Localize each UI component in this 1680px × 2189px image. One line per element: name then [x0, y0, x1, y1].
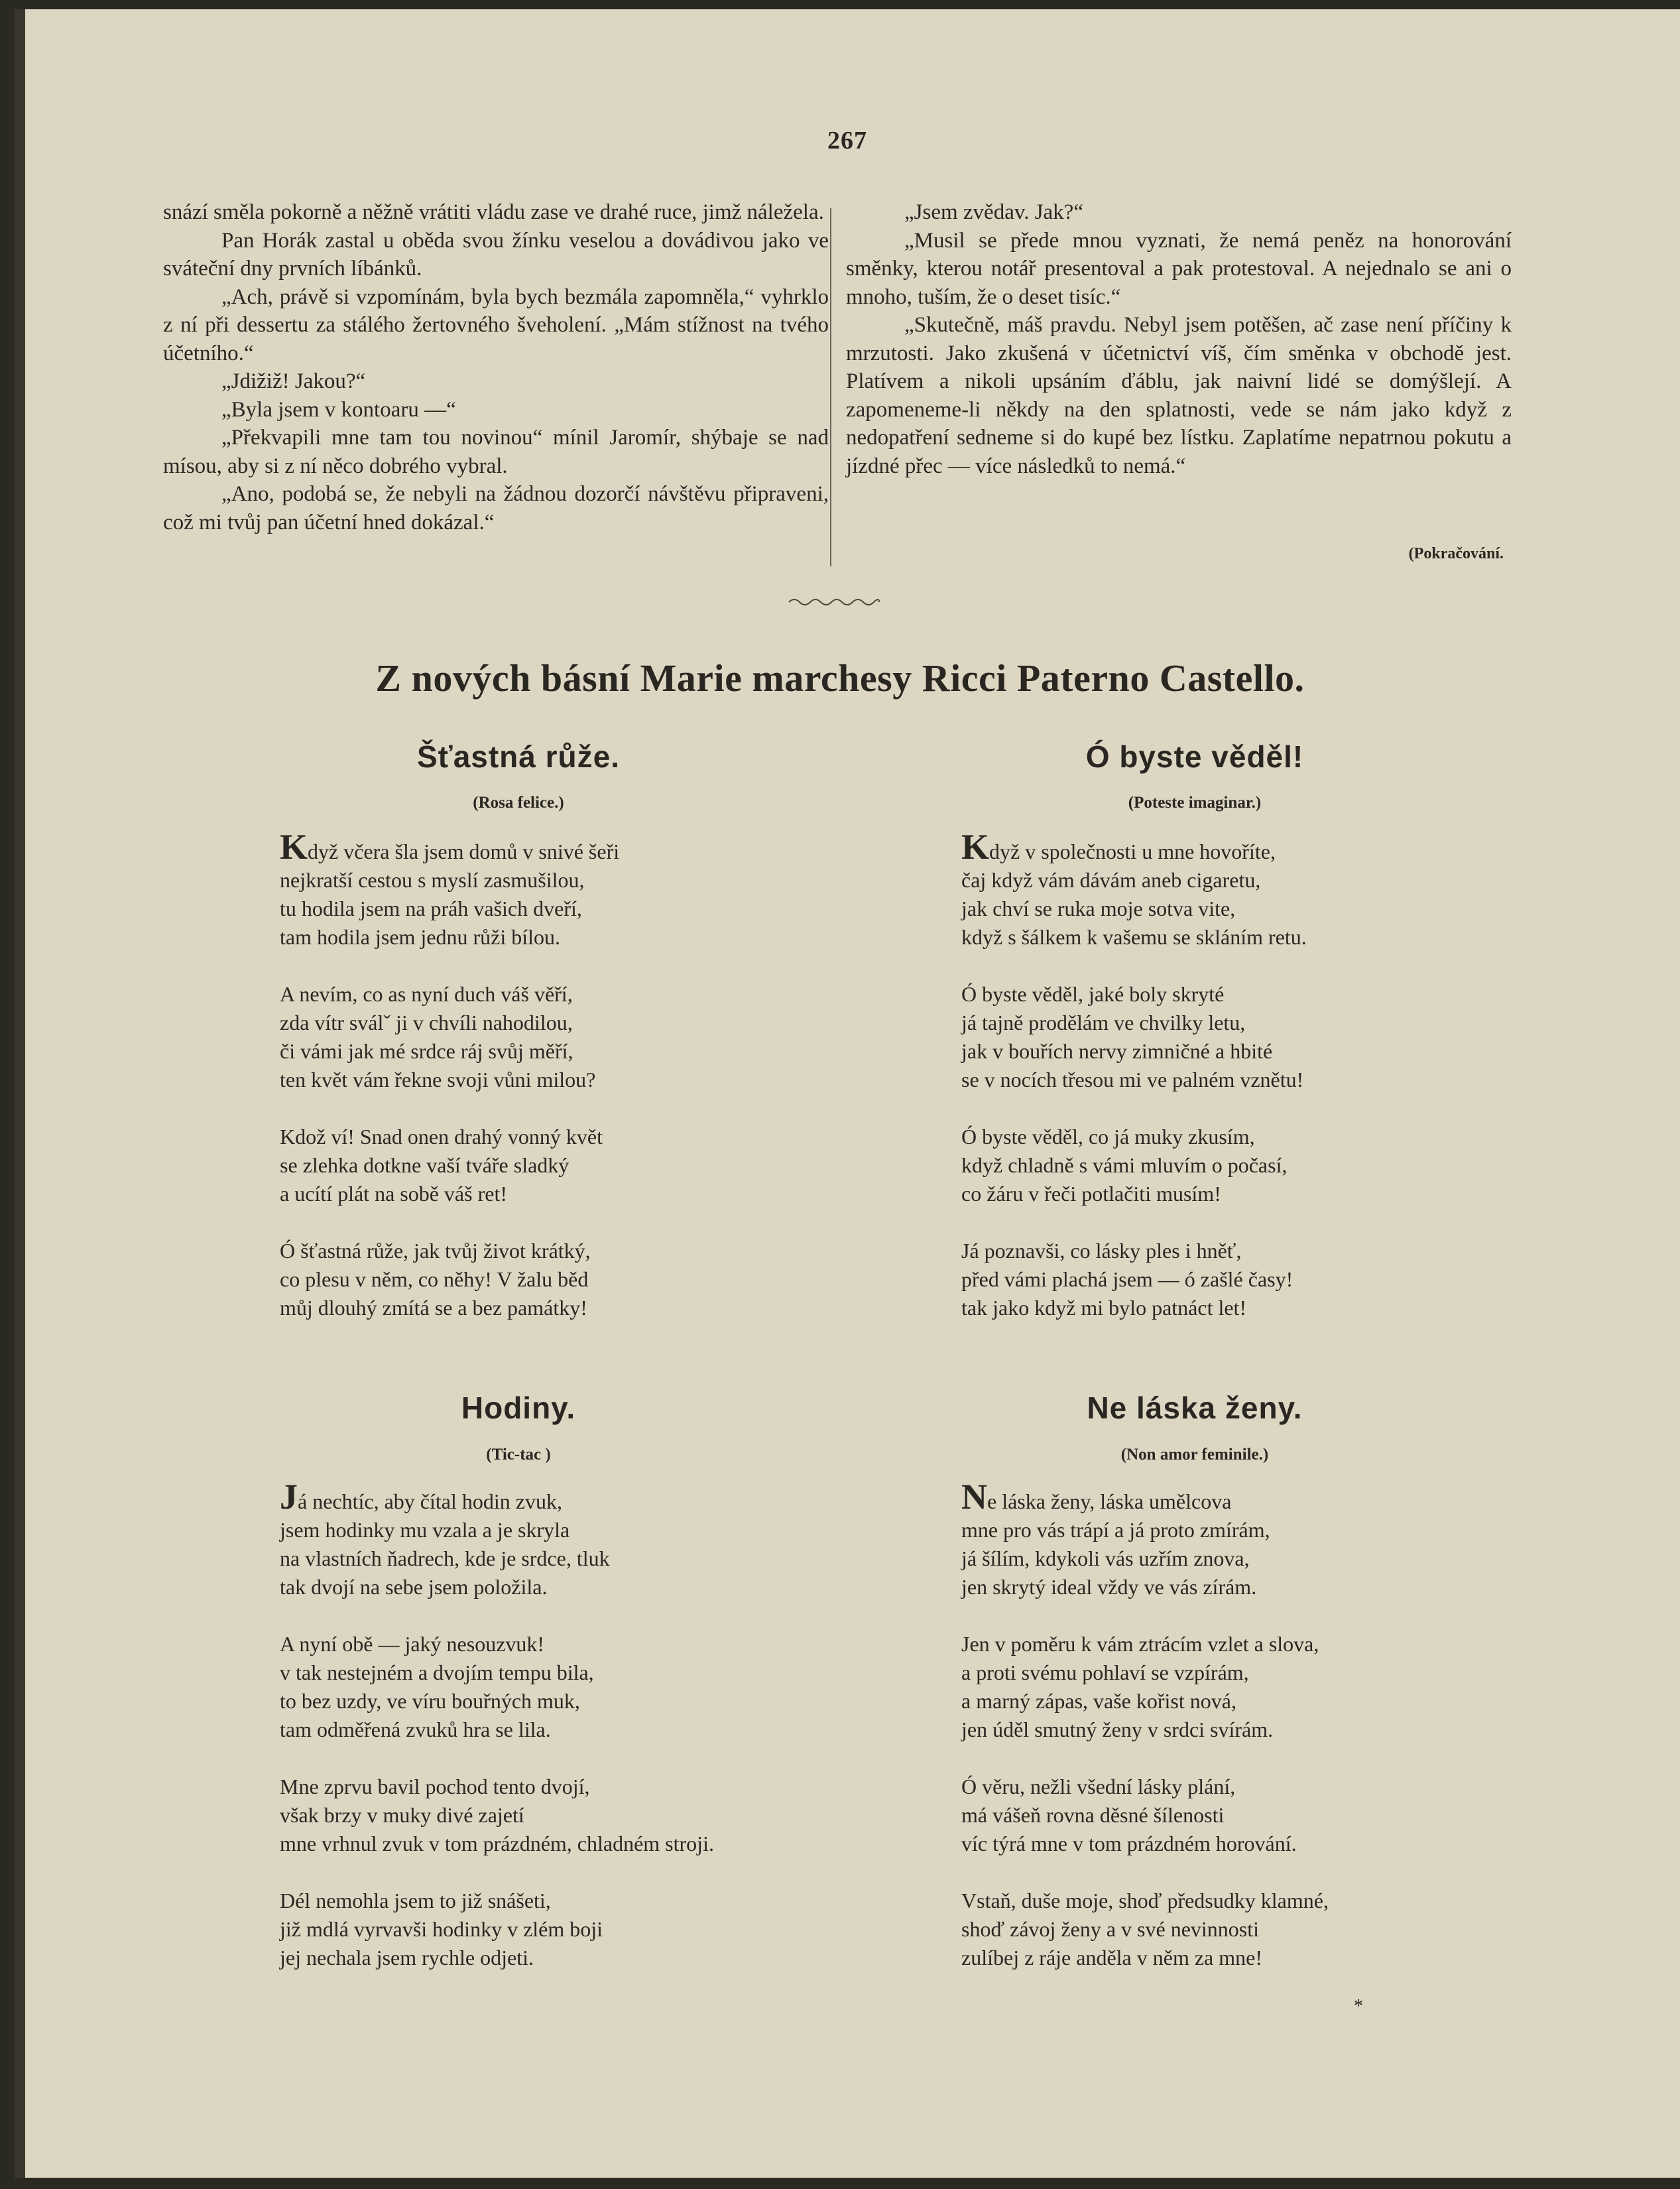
verse-line: před vámi plachá jsem — ó zašlé časy!	[961, 1267, 1293, 1291]
verse-line: mne pro vás trápí a já proto zmírám,	[961, 1518, 1270, 1542]
verse-line: na vlastních ňadrech, kde je srdce, tluk	[280, 1546, 610, 1570]
verse-line: shoď závoj ženy a v své nevinnosti	[961, 1917, 1260, 1941]
verse-line: nejkratší cestou s myslí zasmušilou,	[280, 868, 585, 892]
verse-line: a proti svému pohlaví se vzpírám,	[961, 1660, 1249, 1684]
verse-line: A nevím, co as nyní duch váš věří,	[280, 982, 573, 1006]
verse-line: já šílím, kdykoli vás uzřím znova,	[961, 1546, 1250, 1570]
verse-line	[280, 1477, 850, 1517]
drop-cap-initial: J	[280, 1477, 298, 1517]
verse-line: zda vítr sválˇ ji v chvíli nahodilou,	[280, 1011, 573, 1034]
verse-line: zulíbej z ráje anděla v něm za mne!	[961, 1946, 1262, 1970]
paragraph: „Byla jsem v kontoaru —“	[221, 397, 456, 422]
paragraph: „Musil se přede mnou vyznati, že nemá peněz na honorování směnky, kterou notář presentoval a pak protestoval. A nejednalo se ani o mnoho, tuším, že o deset tisíc.“	[846, 228, 1512, 309]
verse-line: a marný zápas, vaše kořist nová,	[961, 1689, 1236, 1713]
verse-line: Ó věru, nežli všední lásky plání,	[961, 1775, 1236, 1798]
poem-title-stastna-ruze: Šťastná růže.	[416, 739, 621, 774]
paragraph: „Překvapili mne tam tou novinou“ mínil Jaromír, shýbaje se nad mísou, aby si z ní něco dobrého vybral.	[163, 426, 829, 478]
paragraph: „Ano, podobá se, že nebyli na žádnou dozorčí návštěvu připraveni, což mi tvůj pan účetní hned dokázal.“	[163, 482, 829, 534]
paragraph: snází směla pokorně a něžně vrátiti vládu zase ve drahé ruce, jimž náležela.	[163, 200, 824, 224]
verse-text: dyž včera šla jsem domů v snivé šeři	[308, 840, 620, 863]
verse-line: co žáru v řeči potlačiti musím!	[961, 1182, 1221, 1206]
stanza	[280, 1773, 850, 1858]
stanza	[961, 1477, 1492, 1601]
drop-cap-initial: K	[961, 827, 990, 867]
verse-line: A nyní obě — jaký nesouzvuk!	[280, 1632, 545, 1656]
stanza	[280, 1887, 850, 1972]
verse-line: Já poznavši, co lásky ples i hněť,	[961, 1239, 1242, 1263]
poem-subtitle-rosa-felice: (Rosa felice.)	[473, 794, 564, 812]
paragraph: „Ach, právě si vzpomínám, byla bych bezmála zapomněla,“ vyhrklo z ní při dessertu za stálého žertovného šveholení. „Mám stížnost na tvého účetního.“	[163, 284, 829, 365]
poem-subtitle-tic-tac: (Tic-tac )	[486, 1446, 551, 1464]
continuation-note: (Pokračování.	[1408, 545, 1504, 562]
verse-line: Vstaň, duše moje, shoď předsudky klamné,	[961, 1889, 1329, 1912]
verse-line: Dél nemohla jsem to již snášeti,	[280, 1889, 551, 1912]
verse-line: tam hodila jsem jednu růži bílou.	[280, 925, 561, 949]
end-asterisk: *	[1354, 1996, 1363, 2017]
poem-subtitle-poteste-imaginar: (Poteste imaginar.)	[1128, 794, 1262, 812]
verse-line: tak jako když mi bylo patnáct let!	[961, 1296, 1247, 1320]
verse-text: e láska ženy, láska umělcova	[987, 1489, 1232, 1513]
stanza	[280, 980, 810, 1094]
verse-line: jen úděl smutný ženy v srdci svírám.	[961, 1718, 1274, 1741]
poem-ne-laska-zeny	[961, 1477, 1492, 2001]
paragraph: Pan Horák zastal u oběda svou žínku veselou a dovádivou jako ve sváteční dny prvních líbánků.	[163, 228, 829, 281]
poem-title-hodiny: Hodiny.	[461, 1391, 576, 1425]
verse-line: jak v bouřích nervy zimničné a hbité	[961, 1039, 1273, 1063]
stanza	[280, 1477, 850, 1601]
prose-column-left	[163, 198, 829, 536]
stanza	[280, 827, 810, 952]
verse-line: Jen v poměru k vám ztrácím vzlet a slova,	[961, 1632, 1319, 1656]
verse-line: já tajně prodělám ve chvilky letu,	[961, 1011, 1246, 1034]
poem-o-byste-vedel	[961, 827, 1492, 1351]
verse-line: jsem hodinky mu vzala a je skryla	[280, 1518, 570, 1542]
prose-column-right	[846, 198, 1512, 480]
verse-line: ten květ vám řekne svoji vůni milou?	[280, 1068, 596, 1092]
verse-text: á nechtíc, aby čítal hodin zvuk,	[298, 1489, 562, 1513]
stanza	[280, 1123, 810, 1208]
poem-title-o-byste-vedel: Ó byste věděl!	[1085, 739, 1304, 774]
paragraph: „Skutečně, máš pravdu. Nebyl jsem potěšen, ač zase není příčiny k mrzutosti. Jako zkušená v účetnictví víš, čím směnka v obchodě jest. Platívem a nikoli upsáním ďáblu, jak naivní lidé se domýšlejí. A zapomeneme-li někdy na den splatnosti, vede se nám jako když z nedopatření sedneme si do kupé bez lístku. Zaplatíme nepatrnou pokutu a jízdné přec — více následků to nemá.“	[846, 313, 1512, 478]
paragraph: „Jsem zvědav. Jak?“	[904, 200, 1083, 224]
verse-line: Ó byste věděl, co já muky zkusím,	[961, 1125, 1255, 1149]
drop-cap-initial: N	[961, 1477, 987, 1517]
verse-line: co plesu v něm, co něhy! V žalu běd	[280, 1267, 589, 1291]
stanza	[280, 1237, 810, 1322]
verse-line	[961, 827, 1492, 867]
verse-line: jej nechala jsem rychle odjeti.	[280, 1946, 534, 1970]
verse-line: však brzy v muky divé zajetí	[280, 1803, 524, 1827]
verse-line: Ó šťastná růže, jak tvůj život krátký,	[280, 1239, 591, 1263]
poem-hodiny	[280, 1477, 850, 2001]
poem-stastna-ruze	[280, 827, 810, 1351]
verse-line: Kdož ví! Snad onen drahý vonný květ	[280, 1125, 603, 1149]
verse-line: a ucítí plát na sobě váš ret!	[280, 1182, 507, 1206]
paragraph: „Jdižiž! Jakou?“	[221, 369, 366, 393]
verse-line: tu hodila jsem na práh vašich dveří,	[280, 897, 582, 920]
verse-line: Ó byste věděl, jaké boly skryté	[961, 982, 1225, 1006]
verse-line: jen skrytý ideal vždy ve vás zírám.	[961, 1575, 1257, 1599]
stanza	[961, 1887, 1492, 1972]
verse-line	[961, 1477, 1492, 1517]
verse-text: dyž v společnosti u mne hovoříte,	[989, 840, 1276, 863]
section-title: Z nových básní Marie marchesy Ricci Paterno Castello.	[375, 657, 1305, 700]
verse-line: Mne zprvu bavil pochod tento dvojí,	[280, 1775, 590, 1798]
stanza	[961, 1123, 1492, 1208]
stanza	[280, 1630, 850, 1744]
stanza	[961, 1773, 1492, 1858]
verse-line: mne vrhnul zvuk v tom prázdném, chladném stroji.	[280, 1832, 714, 1855]
verse-line: jak chví se ruka moje sotva vite,	[961, 897, 1236, 920]
verse-line	[280, 827, 810, 867]
verse-line: když s šálkem k vašemu se skláním retu.	[961, 925, 1307, 949]
page	[15, 9, 1680, 2178]
page-number: 267	[827, 127, 867, 155]
stanza	[961, 1237, 1492, 1322]
verse-line: v tak nestejném a dvojím tempu bila,	[280, 1660, 594, 1684]
verse-line: když chladně s vámi mluvím o počasí,	[961, 1153, 1288, 1177]
verse-line: se v nocích třesou mi ve palném vznětu!	[961, 1068, 1304, 1092]
book-spine-edge	[15, 9, 25, 2178]
wave-ornament-divider	[788, 595, 880, 609]
verse-line: tak dvojí na sebe jsem položila.	[280, 1575, 548, 1599]
verse-line: má vášeň rovna děsné šílenosti	[961, 1803, 1225, 1827]
stanza	[961, 827, 1492, 952]
drop-cap-initial: K	[280, 827, 308, 867]
verse-line: čaj když vám dávám aneb cigaretu,	[961, 868, 1261, 892]
column-divider	[830, 208, 831, 566]
verse-line: víc týrá mne v tom prázdném horování.	[961, 1832, 1297, 1855]
stanza	[961, 980, 1492, 1094]
stanza	[961, 1630, 1492, 1744]
verse-line: to bez uzdy, ve víru bouřných muk,	[280, 1689, 580, 1713]
poem-subtitle-non-amor-feminile: (Non amor feminile.)	[1120, 1446, 1269, 1464]
verse-line: již mdlá vyrvavši hodinky v zlém boji	[280, 1917, 603, 1941]
verse-line: můj dlouhý zmítá se a bez památky!	[280, 1296, 587, 1320]
poem-title-ne-laska-zeny: Ne láska ženy.	[1087, 1391, 1303, 1425]
verse-line: tam odměřená zvuků hra se lila.	[280, 1718, 551, 1741]
verse-line: se zlehka dotkne vaší tváře sladký	[280, 1153, 570, 1177]
verse-line: či vámi jak mé srdce ráj svůj měří,	[280, 1039, 573, 1063]
